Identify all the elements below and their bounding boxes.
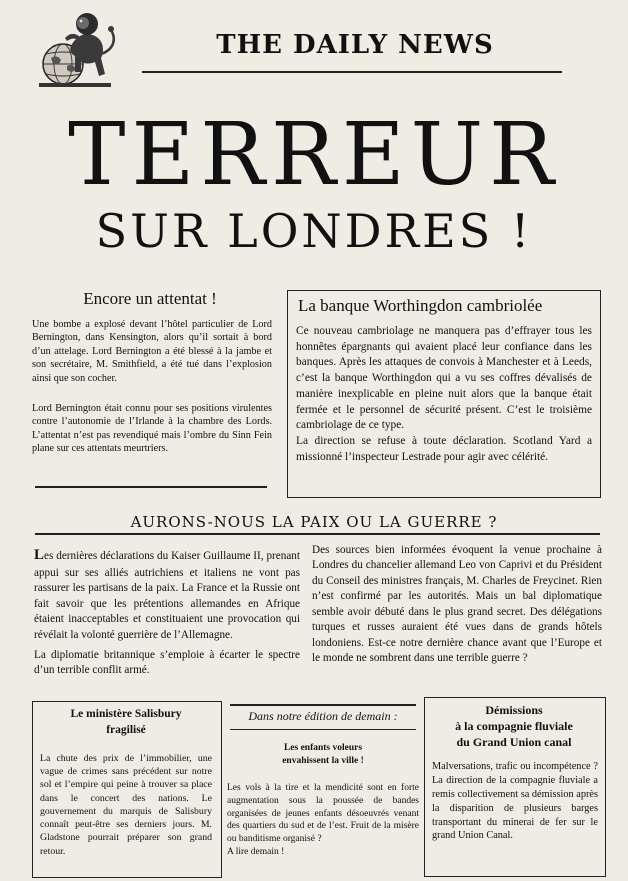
paix-left-column xyxy=(34,545,300,684)
enfants-headline-line2: envahissent la ville ! xyxy=(282,755,364,766)
attentat-rule xyxy=(35,486,267,488)
salisbury-title-line2: fragilisé xyxy=(106,724,146,737)
paix-right-column: Des sources bien informées évoquent la venue prochaine à Londres du chancelier allemand Leo von Caprivi et du Président du Conseil des ministres français, M. Charles de Freycinet. Rien n’est confirmé par les autorités. Mais un bal diplomatique semble avoir débuté dans le plus grand secret. Des délégations turques et russes auraient été vues dans de grands hôtels londoniens. Est-ce notre dernière chance avant que l’Europe et le monde ne sombrent dans une terrible guerre ? xyxy=(312,544,602,665)
masthead-rule xyxy=(142,71,562,73)
paix-section-rule xyxy=(35,533,600,535)
enfants-text xyxy=(227,782,419,859)
masthead-title: THE DAILY NEWS xyxy=(216,30,494,60)
bank-paragraph-1: Ce nouveau cambriolage ne manquera pas d’effrayer tous les honnêtes épargnants qui avaient placé leur confiance dans les banques. Après les attaques de convois à Manchester et à Leeds, c’est la banque Worthingdon qui a vu ses coffres dévalisés de manière inexplicable en pleine nuit alors que la banque était fermée et le personnel de sécurité présent. C’est le troisième cambriolage de ce type. xyxy=(296,325,592,432)
demissions-title-line3: du Grand Union canal xyxy=(456,734,572,749)
bank-text xyxy=(296,324,592,466)
paix-section-title: AURONS-NOUS LA PAIX OU LA GUERRE ? xyxy=(130,513,498,531)
demissions-title-line2: à la compagnie fluviale xyxy=(455,718,573,733)
drop-cap: L xyxy=(34,547,45,563)
lion-globe-emblem-icon xyxy=(25,6,125,88)
demissions-title xyxy=(428,703,600,750)
main-headline-line1: TERREUR xyxy=(68,105,560,205)
demain-rule-bottom xyxy=(230,729,416,730)
salisbury-text: La chute des prix de l’immobilier, une vague de crimes sans précédent sur notre sol et l’empire qui peine à trouver sa place dans le concert des nations. Le gouvernement du marquis de Salisbury connaît peut-être ses derniers jours. M. Gladstone pourrait préparer son grand retour. xyxy=(40,753,212,857)
enfants-headline xyxy=(230,742,416,768)
attentat-paragraph-1: Une bombe a explosé devant l’hôtel particulier de Lord Bernington, dans Kensington, alors qu’il sortait à bord d’un attelage. Lord Bernington a été blessé à la jambe et son secrétaire, M. Smithfield, a été tué dans l’explosion ainsi que son cocher. xyxy=(32,319,272,384)
demissions-title-line1: Démissions xyxy=(485,703,543,717)
paix-left-paragraph-1 xyxy=(34,545,300,643)
demain-title: Dans notre édition de demain : xyxy=(248,709,398,723)
paix-left-paragraph-1-text: es dernières déclarations du Kaiser Guillaume II, prenant appui sur ses alliés autrichiens et italiens ne vont pas rassurer les partisans de la paix. La France et la Russie ont fait savoir que les prétentions allemandes en Afrique étaient inacceptables et constituaient une provocation qui révélait la volonté guerrière de l’Allemagne. xyxy=(34,550,300,641)
enfants-headline-line1: Les enfants voleurs xyxy=(283,743,363,753)
salisbury-title-line1: Le ministère Salisbury xyxy=(70,708,182,720)
attentat-title: Encore un attentat ! xyxy=(83,289,217,308)
enfants-footer: A lire demain ! xyxy=(227,847,285,858)
main-headline-line2: SUR LONDRES ! xyxy=(95,204,533,258)
enfants-body: Les vols à la tire et la mendicité sont en forte augmentation sous la poussée de bandes organisées de jeunes enfants désoeuvrés venant des quartiers du sud et de l’est. Fruit de la misère ou banditisme organisé ? xyxy=(227,783,419,845)
attentat-paragraph-2: Lord Bernington était connu pour ses positions virulentes contre l’autonomie de l’Irlande à la chambre des Lords. L’attentat n’est pas revendiqué mais l’ombre du Sinn Fein plane sur ces attentats meurtriers. xyxy=(32,403,272,455)
demain-rule-top xyxy=(230,704,416,706)
bank-paragraph-2: La direction se refuse à toute déclaration. Scotland Yard a missionné l’inspecteur Lestrade pour agir avec célérité. xyxy=(296,435,592,463)
bank-title: La banque Worthingdon cambriolée xyxy=(298,296,543,315)
salisbury-title xyxy=(36,706,216,738)
demissions-text: Malversations, trafic ou incompétence ? La direction de la compagnie fluviale a remis collectivement sa démission après la disparition de plusieurs barges transportant du minerai de fer sur le grand Union Canal. xyxy=(432,761,598,842)
paix-left-paragraph-2: La diplomatie britannique s’emploie à écarter le spectre d’un terrible conflit armé. xyxy=(34,648,300,677)
